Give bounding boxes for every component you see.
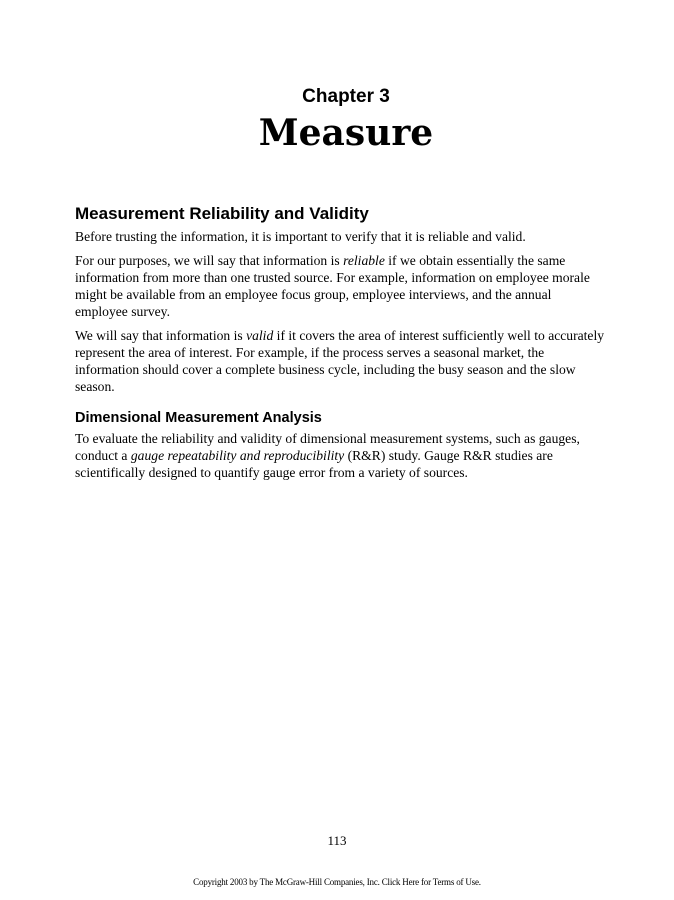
section-heading-reliability-validity: Measurement Reliability and Validity bbox=[75, 204, 369, 223]
term-gauge-rr: gauge repeatability and reproducibility bbox=[130, 448, 345, 463]
paragraph-text: (R&R) study. Gauge R&R studies are scientifically designed to quantify gauge error from a variety of sources. bbox=[75, 448, 553, 480]
chapter-title: Measure bbox=[258, 112, 434, 154]
paragraph-valid-definition bbox=[75, 327, 605, 395]
copyright-notice-link[interactable]: Copyright 2003 by The McGraw-Hill Companies, Inc. Click Here for Terms of Use. bbox=[193, 877, 481, 887]
subsection-heading-dimensional-measurement: Dimensional Measurement Analysis bbox=[75, 410, 322, 426]
paragraph-text: For our purposes, we will say that information is bbox=[75, 253, 344, 268]
paragraph-trusting-information: Before trusting the information, it is important to verify that it is reliable and valid. bbox=[75, 229, 526, 244]
chapter-label: Chapter 3 bbox=[302, 86, 390, 107]
term-reliable: reliable bbox=[343, 253, 385, 268]
paragraph-text: if we obtain essentially the same information from more than one trusted source. For example, information on employee morale might be available from an employee focus group, employee interviews, and the annual employee survey. bbox=[75, 253, 590, 319]
page-body bbox=[75, 203, 605, 488]
paragraph-gauge-rr bbox=[75, 430, 605, 481]
paragraph-text: We will say that information is bbox=[75, 328, 247, 343]
paragraph-reliable-definition bbox=[75, 252, 605, 320]
paragraph-text: To evaluate the reliability and validity of dimensional measurement systems, such as gauges, conduct a bbox=[75, 431, 580, 463]
paragraph-text: if it covers the area of interest sufficiently well to accurately represent the area of interest. For example, if the process serves a seasonal market, the information should cover a complete business cycle, including the busy season and the slow season. bbox=[75, 328, 605, 394]
page-number: 113 bbox=[327, 833, 347, 848]
term-valid: valid bbox=[246, 328, 274, 343]
